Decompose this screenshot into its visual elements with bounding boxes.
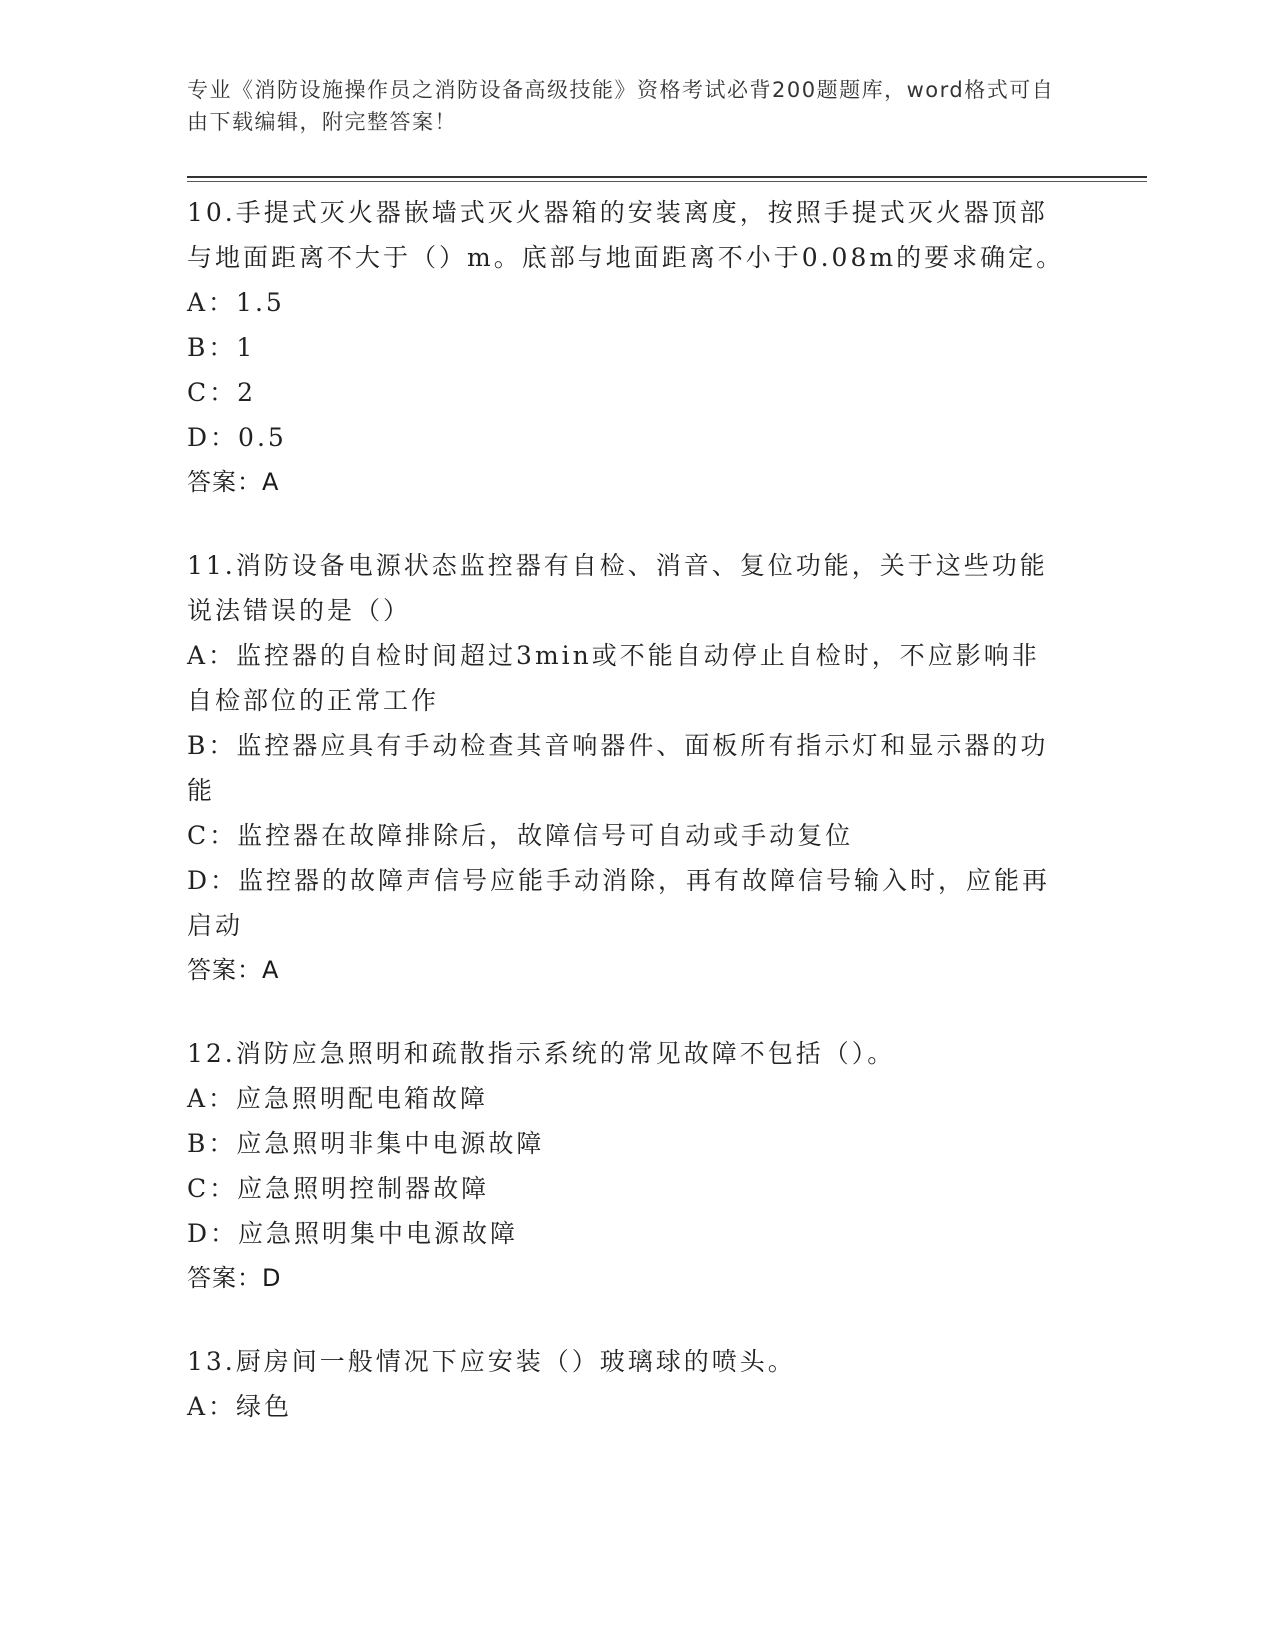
option-c: C：2 xyxy=(187,378,257,407)
question-stem: 10.手提式灭火器嵌墙式灭火器箱的安装离度，按照手提式灭火器顶部与地面距离不大于（）m。底部与地面距离不小于0.08m的要求确定。 xyxy=(187,198,1065,272)
option-a: A：绿色 xyxy=(187,1392,293,1421)
question-10 xyxy=(187,190,1067,505)
question-stem: 12.消防应急照明和疏散指示系统的常见故障不包括（）。 xyxy=(187,1039,896,1068)
document-intro: 专业《消防设施操作员之消防设备高级技能》资格考试必背200题题库，word格式可自由下载编辑，附完整答案！ xyxy=(187,78,1055,134)
option-d: D：应急照明集中电源故障 xyxy=(187,1219,519,1248)
question-stem: 13.厨房间一般情况下应安装（）玻璃球的喷头。 xyxy=(187,1347,796,1376)
option-a: A：监控器的自检时间超过3min或不能自动停止自检时，不应影响非自检部位的正常工作 xyxy=(187,641,1040,715)
answer-label: 答案：D xyxy=(187,1264,282,1292)
question-13 xyxy=(187,1339,1067,1429)
option-a: A：应急照明配电箱故障 xyxy=(187,1084,489,1113)
question-11 xyxy=(187,543,1067,993)
option-c: C：监控器在故障排除后，故障信号可自动或手动复位 xyxy=(187,821,854,850)
question-stem: 11.消防设备电源状态监控器有自检、消音、复位功能，关于这些功能说法错误的是（） xyxy=(187,551,1048,625)
option-b: B：1 xyxy=(187,333,256,362)
option-b: B：监控器应具有手动检查其音响器件、面板所有指示灯和显示器的功能 xyxy=(187,731,1049,805)
answer-label: 答案：A xyxy=(187,468,280,496)
option-a: A：1.5 xyxy=(187,288,285,317)
question-12 xyxy=(187,1031,1067,1301)
header-divider-thick xyxy=(187,176,1147,178)
option-d: D：监控器的故障声信号应能手动消除，再有故障信号输入时，应能再启动 xyxy=(187,866,1051,940)
header-divider-thin xyxy=(187,181,1147,182)
answer-label: 答案：A xyxy=(187,956,280,984)
option-b: B：应急照明非集中电源故障 xyxy=(187,1129,545,1158)
option-d: D：0.5 xyxy=(187,423,287,452)
option-c: C：应急照明控制器故障 xyxy=(187,1174,490,1203)
question-list xyxy=(187,190,1067,1467)
